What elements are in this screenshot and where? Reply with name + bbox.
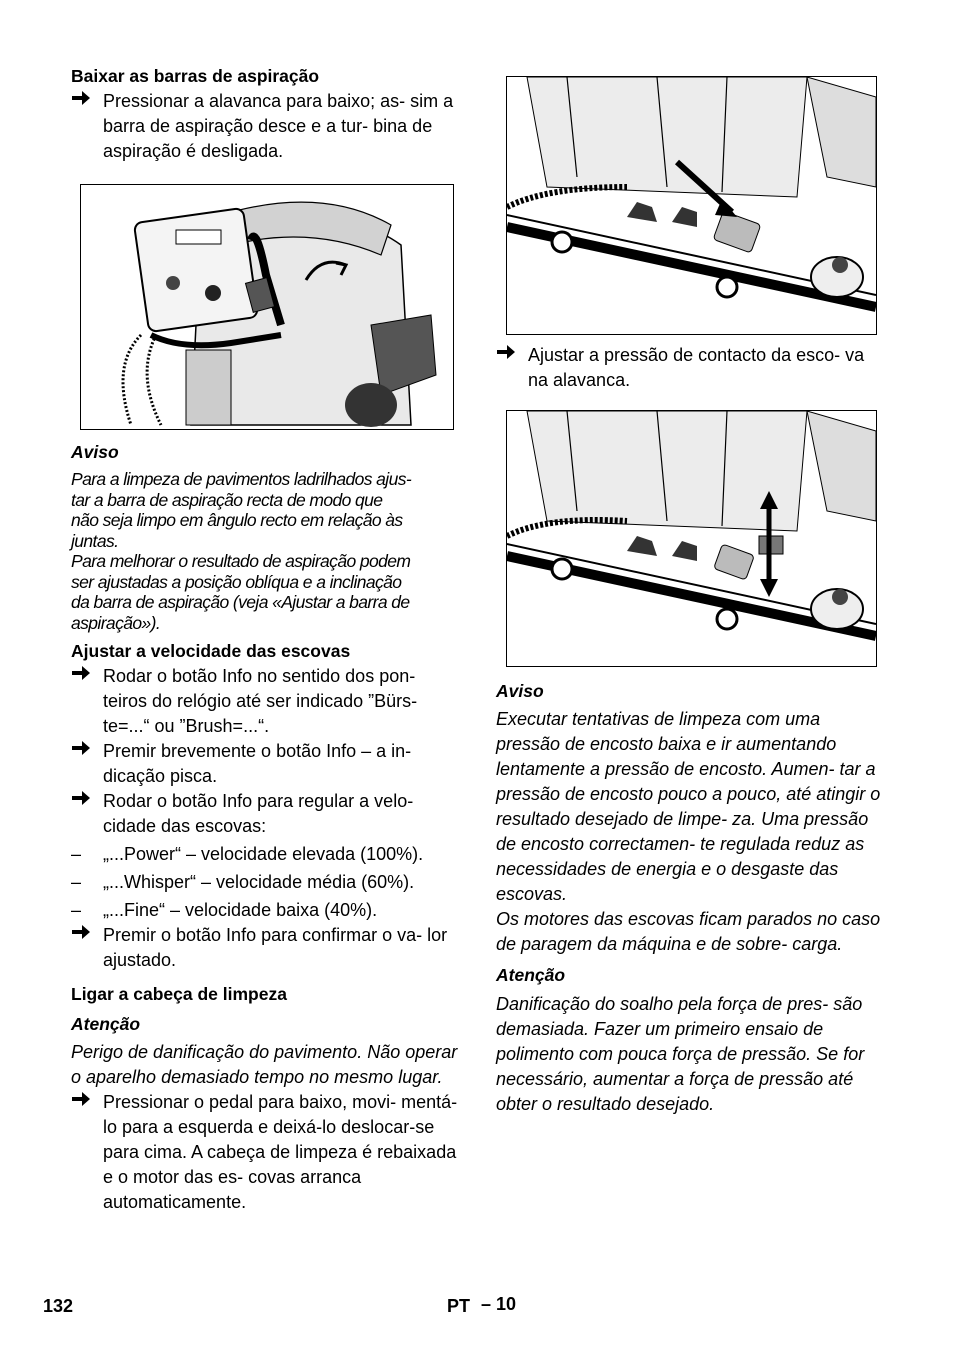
page-number: 132 xyxy=(43,1296,74,1316)
step-confirm: Premir o botão Info para confirmar o va- lor ajustado. xyxy=(71,923,461,973)
figure-squeegee-lever xyxy=(506,76,877,335)
heading-cleaning-head: Ligar a cabeça de limpeza xyxy=(71,984,287,1004)
arrow-right-icon xyxy=(71,789,97,814)
section-page: – 10 xyxy=(481,1294,517,1314)
right-column xyxy=(496,76,882,1117)
figure-control-panel xyxy=(80,184,454,430)
arrow-right-icon xyxy=(71,89,97,114)
step-pedal: Pressionar o pedal para baixo, movi- mentá-lo para a esquerda e deixá-lo deslocar-se para cima. A cabeça de limpeza é rebaixada e o motor das es- covas arranca automaticamente. xyxy=(71,1090,461,1215)
note-text: Para a limpeza de pavimentos ladrilhados ajus- tar a barra de aspiração recta de modo que não seja limpo em ângulo recto em relação às juntas. Para melhorar o resultado de aspiração podem ser ajustadas a posição oblíqua e a inclinação da barra de aspiração (veja «Ajustar a barra de aspiração»). xyxy=(71,469,412,633)
step-lower-squeegee: Pressionar a alavanca para baixo; as- sim a barra de aspiração desce e a tur- bina de aspiração é desligada. xyxy=(71,89,461,164)
option-power: – „...Power“ – velocidade elevada (100%). xyxy=(71,844,424,864)
warning-title: Atenção xyxy=(71,1014,141,1034)
step-adjust-speed: Rodar o botão Info para regular a velo- cidade das escovas: xyxy=(71,789,461,839)
step-press-info: Premir brevemente o botão Info – a in- dicação pisca. xyxy=(71,739,461,789)
heading-brush-speed: Ajustar a velocidade das escovas xyxy=(71,641,351,661)
step-brush-pressure: Ajustar a pressão de contacto da esco- va na alavanca. xyxy=(496,343,882,393)
step-rotate-info: Rodar o botão Info no sentido dos pon- teiros do relógio até ser indicado ”Bürs- te=...“ ou ”Brush=...“. xyxy=(71,664,461,739)
note-text-right-2: Os motores das escovas ficam parados no caso de paragem da máquina e de sobre- carga. xyxy=(496,909,881,954)
option-whisper: – „...Whisper“ – velocidade média (60%). xyxy=(71,872,415,892)
language-code: PT xyxy=(447,1296,471,1316)
warning-text: Perigo de danificação do pavimento. Não operar o aparelho demasiado tempo no mesmo lugar. xyxy=(71,1042,458,1087)
heading-lower-squeegee: Baixar as barras de aspiração xyxy=(71,66,320,86)
arrow-right-icon xyxy=(496,343,522,368)
note-title: Aviso xyxy=(71,442,119,462)
arrow-right-icon xyxy=(71,664,97,689)
option-fine: – „...Fine“ – velocidade baixa (40%). xyxy=(71,900,378,920)
arrow-right-icon xyxy=(71,923,97,948)
warning-text-right: Danificação do soalho pela força de pres- são demasiada. Fazer um primeiro ensaio de polimento com pouca força de pressão. Se for necessário, aumentar a força de pressão até obter o resultado desejado. xyxy=(496,994,865,1114)
left-column xyxy=(71,64,461,1215)
note-text-right: Executar tentativas de limpeza com uma pressão de encosto baixa e ir aumentando lentamente a pressão de encosto. Aumen- tar a pressão de encosto pouco a pouco, até atingir o resultado desejado de limpe- za. Uma pressão de encosto correctamen- te regulada reduz as necessidades de energia e o desgaste das escovas. xyxy=(496,709,881,904)
arrow-right-icon xyxy=(71,739,97,764)
note-title-right: Aviso xyxy=(496,681,544,701)
figure-pressure-lever xyxy=(506,410,877,667)
arrow-right-icon xyxy=(71,1090,97,1115)
warning-title-right: Atenção xyxy=(496,965,566,985)
